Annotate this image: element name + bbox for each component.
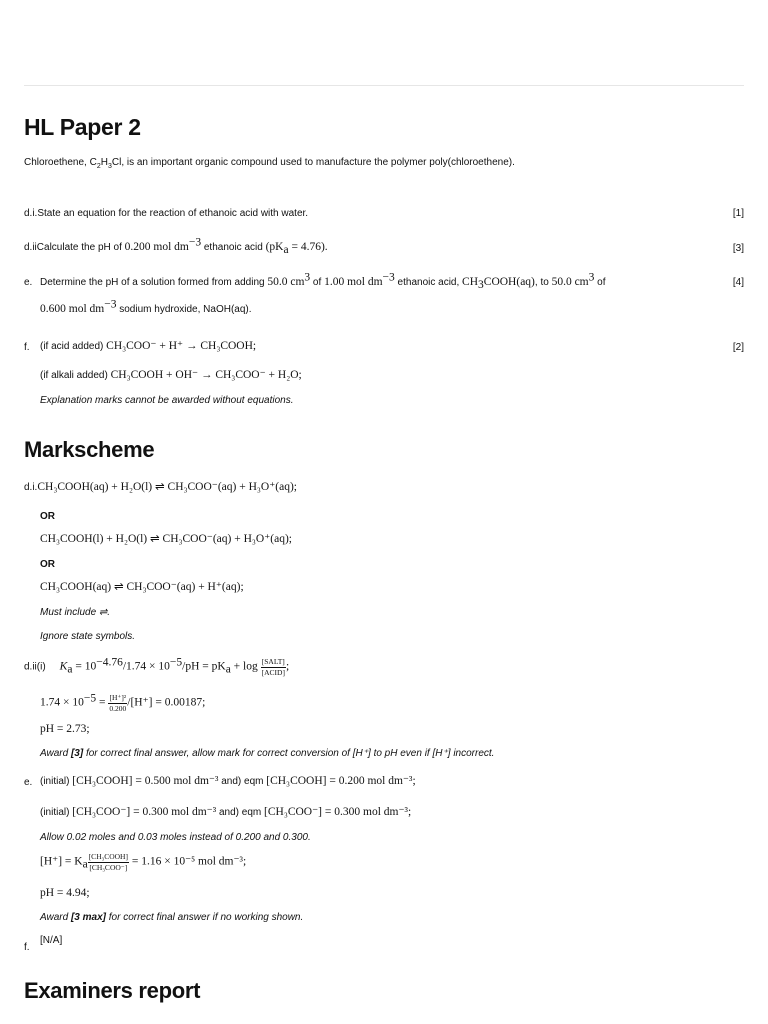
top-divider [24, 85, 744, 86]
question-label: d.ii [24, 242, 37, 253]
question-dii: d.iiCalculate the pH of 0.200 mol $dm^{-3}$ ethanoic acid $(pK_a = 4.76)$. [24, 236, 328, 256]
ms-dii-note: Award [3] for correct final answer, allow mark for correct conversion of [H⁺] to pH even if [H⁺] incorrect. [40, 748, 495, 759]
markscheme-heading: Markscheme [24, 437, 155, 462]
marks-dii: [3] [732, 243, 744, 254]
ms-e-note1: Allow 0.02 moles and 0.03 moles instead of 0.200 and 0.300. [40, 832, 311, 843]
ms-e-note2: Award [3 max] for correct final answer if no working shown. [40, 912, 304, 923]
ms-or-2: OR [40, 559, 55, 570]
ms-e-label: e. [24, 777, 33, 788]
ms-dii-line2: $1.74 \times 10^{-5}$ = $\frac{\text{[H⁺]²}}{0.200}$ /[H⁺] = 0.00187; [40, 692, 206, 713]
h-conc-fraction: $\frac{\text{[H⁺]²}}{0.200}$ [109, 693, 127, 713]
marks-f: [2] [732, 342, 744, 353]
ms-dii-line1: d.ii(i) $K_a = 10^{-4.76}/1.74 \times 10^{-5}/pH = pK_a + \log$ $\frac{\text{[SALT]}}{\text{[ACID]}}$ ; [24, 656, 290, 677]
ms-di-note1: Must include ⇌. [40, 607, 111, 618]
question-f-line1: (if acid added) CH₃COO⁻ + H⁺ → CH₃COOH; [40, 340, 257, 352]
question-f-line2: (if alkali added) CH₃COOH + OH⁻ → CH₃COO⁻ + H₂O; [40, 369, 302, 381]
question-label: d.i. [24, 208, 38, 219]
ms-e-line1: (initial) [CH₃COOH] = 0.500 mol dm⁻³ and) eqm [CH₃COOH] = 0.200 mol dm⁻³; [40, 775, 416, 787]
examiners-report-heading: Examiners report [24, 978, 201, 1003]
question-f-label: f. [24, 342, 30, 353]
ms-e-line4: pH = 4.94; [40, 887, 90, 899]
ms-e-line3: $[H^+] = K_a$ $\frac{\text{[CH₃COOH]}}{\text{[CH₃COO⁻]}}$ = 1.16 × 10⁻⁵ mol dm⁻³; [40, 852, 247, 872]
question-e-line1: Determine the pH of a solution formed from adding 50.0 $cm^3$ of 1.00 mol $dm^{-3}$ ethanoic acid, $CH_3COOH(aq)$, to 50.0 $cm^3$ of [40, 271, 606, 291]
ms-di-note2: Ignore state symbols. [40, 631, 136, 642]
marks-e: [4] [732, 277, 744, 288]
ms-e-line2: (initial) [CH₃COO⁻] = 0.300 mol dm⁻³ and) eqm [CH₃COO⁻] = 0.300 mol dm⁻³; [40, 806, 412, 818]
question-text: State an equation for the reaction of ethanoic acid with water. [37, 208, 309, 219]
ms-f-text: [N/A] [40, 935, 63, 946]
ms-dii-line3: pH = 2.73; [40, 723, 90, 735]
acid-base-ratio-fraction: $\frac{\text{[CH₃COOH]}}{\text{[CH₃COO⁻]}}$ [88, 852, 128, 872]
question-e-line2: 0.600 mol $dm^{-3}$ sodium hydroxide, NaOH(aq). [40, 298, 252, 315]
question-di [24, 207, 308, 220]
ms-or-1: OR [40, 511, 55, 522]
question-f-note: Explanation marks cannot be awarded without equations. [40, 395, 294, 406]
salt-acid-fraction: $\frac{\text{[SALT]}}{\text{[ACID]}}$ [261, 657, 285, 677]
ms-di-eq2: CH₃COOH(l) + H₂O(l) ⇌ CH₃COO⁻(aq) + H₃O⁺(aq); [40, 533, 293, 545]
ms-f-label: f. [24, 942, 30, 953]
page-title: HL Paper 2 [24, 114, 141, 140]
marks-di: [1] [732, 208, 744, 219]
ms-di-line1: d.i.CH₃COOH(aq) + H₂O(l) ⇌ CH₃COO⁻(aq) + H₃O⁺(aq); [24, 481, 298, 493]
ms-di-eq3: CH₃COOH(aq) ⇌ CH₃COO⁻(aq) + H⁺(aq); [40, 581, 244, 593]
question-e-label: e. [24, 277, 33, 288]
intro-text: Chloroethene, $C_2H_3Cl$, is an important organic compound used to manufacture the polymer poly(chloroethene). [24, 157, 515, 170]
